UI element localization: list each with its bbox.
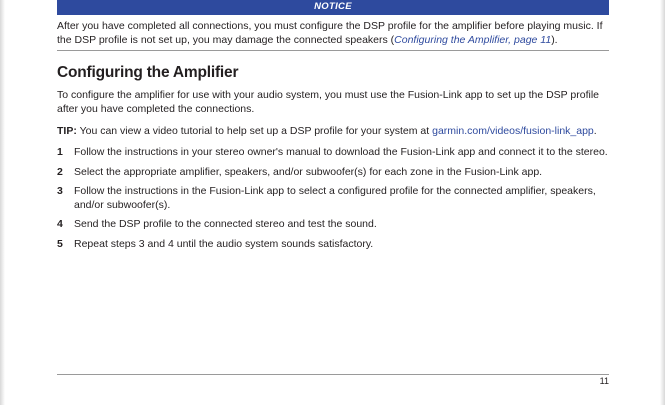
list-item — [57, 185, 609, 212]
step-text: Follow the instructions in the Fusion-Link app to select a configured profile for the connected amplifier, speakers, and/or subwoofer(s). — [74, 185, 596, 211]
step-number: 1 — [57, 145, 63, 158]
page-edge-right-shadow — [660, 0, 665, 405]
footer-divider — [57, 374, 609, 375]
step-number: 4 — [57, 218, 63, 231]
page-content — [57, 0, 609, 258]
notice-cross-reference-link[interactable]: Configuring the Amplifier, page 11 — [394, 33, 552, 46]
notice-body-text-after: ). — [551, 33, 558, 46]
tip-end-punctuation: . — [593, 125, 597, 138]
steps-list — [57, 146, 609, 252]
page-number: 11 — [599, 376, 609, 386]
step-text: Repeat steps 3 and 4 until the audio system sounds satisfactory. — [74, 237, 374, 250]
notice-body-text-before: After you have completed all connections, you must configure the DSP profile for the amplifier before playing music. If the DSP profile is not set up, you may damage the connected speakers ( — [57, 20, 603, 46]
step-text: Select the appropriate amplifier, speakers, and/or subwoofer(s) for each zone in the Fusion-Link app. — [74, 165, 543, 178]
step-number: 5 — [57, 237, 63, 250]
step-number: 2 — [57, 165, 63, 178]
tip-video-link[interactable]: garmin.com/videos/fusion-link_app — [432, 125, 594, 138]
page-edge-left-shadow — [0, 0, 5, 405]
section-title: Configuring the Amplifier — [57, 64, 239, 82]
list-item — [57, 166, 609, 180]
notice-heading-bar: NOTICE — [57, 0, 609, 15]
list-item — [57, 146, 609, 160]
tip-paragraph — [57, 125, 609, 139]
step-text: Send the DSP profile to the connected stereo and test the sound. — [74, 218, 377, 231]
section-intro-paragraph: To configure the amplifier for use with your audio system, you must use the Fusion-Link app to set up the DSP profile after you have completed the connections. — [57, 89, 600, 115]
notice-body — [57, 15, 609, 51]
step-text: Follow the instructions in your stereo owner's manual to download the Fusion-Link app and connect it to the stereo. — [74, 145, 608, 158]
list-item — [57, 238, 609, 252]
list-item — [57, 218, 609, 232]
tip-label: TIP: — [57, 125, 77, 138]
tip-text: You can view a video tutorial to help set up a DSP profile for your system at — [76, 125, 433, 138]
step-number: 3 — [57, 185, 63, 198]
